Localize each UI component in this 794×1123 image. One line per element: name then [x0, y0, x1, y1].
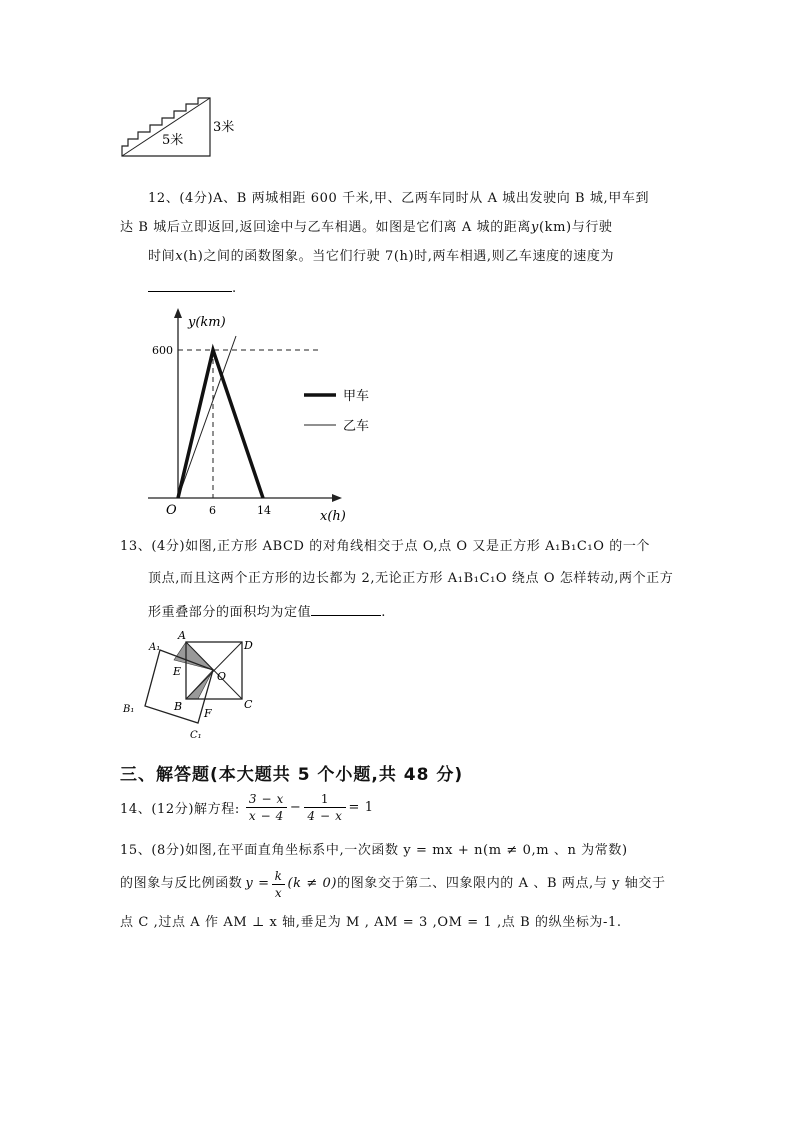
q15-frac-num: k	[272, 868, 286, 885]
q14-frac1-numerator: 3 − x	[246, 791, 287, 808]
stairs-length-label: 5米	[162, 133, 184, 148]
q12-answer-blank[interactable]	[148, 277, 232, 292]
q15-line2-cond: (k ≠ 0)	[287, 876, 338, 891]
q14-frac2-numerator: 1	[304, 791, 345, 808]
rotating-squares-figure	[118, 628, 268, 744]
q13-line1: 13、(4分)如图,正方形 ABCD 的对角线相交于点 O,点 O 又是正方形 A₁B₁C₁O 的一个	[120, 539, 651, 554]
q12-line1: 12、(4分)A、B 两城相距 600 千米,甲、乙两车同时从 A 城出发驶向 B 城,甲车到	[148, 191, 650, 206]
y-axis-label: y(km)	[188, 315, 226, 330]
car-yi-line	[178, 336, 236, 498]
stairs-height-label: 3米	[213, 120, 235, 135]
x-axis-label: x(h)	[320, 509, 346, 524]
q15-line2-y: y =	[245, 876, 270, 891]
q15-line2	[120, 864, 666, 904]
q13-line3	[148, 596, 386, 629]
q12-line3	[148, 240, 614, 273]
distance-time-graph	[140, 306, 390, 530]
label-C: C	[244, 698, 253, 711]
section-3-title: 三、解答题(本大题共 5 个小题,共 48 分)	[120, 765, 464, 785]
q15-line2-b: 的图象交于第二、四象限内的 A 、B 两点,与 y 轴交于	[337, 876, 666, 891]
y-axis-arrow	[174, 308, 182, 318]
q14-fraction-2	[304, 791, 345, 824]
q12-line4	[148, 272, 237, 305]
label-A1: A₁	[149, 642, 161, 653]
q12-line3-b: (h)之间的函数图象。当它们行驶 7(h)时,两车相遇,则乙车速度的速度为	[183, 249, 615, 264]
q12-var-x: x	[175, 249, 184, 264]
q14-frac1-denominator: x − 4	[248, 809, 284, 823]
q12-var-y: y	[531, 220, 539, 235]
q15-line3: 点 C ,过点 A 作 AM ⊥ x 轴,垂足为 M , AM = 3 ,OM = 1 ,点 B 的纵坐标为-1.	[120, 915, 622, 930]
q12-line2-text: 达 B 城后立即返回,返回途中与乙车相遇。如图是它们离 A 城的距离	[120, 220, 532, 235]
q14-frac2-denominator: 4 − x	[307, 809, 343, 823]
q14-equals: = 1	[348, 800, 374, 815]
origin-label: O	[166, 503, 177, 518]
label-F: F	[204, 707, 212, 720]
label-B: B	[174, 700, 183, 713]
q12-line2-end: (km)与行驶	[538, 220, 613, 235]
q13-answer-blank[interactable]	[311, 601, 381, 616]
label-A: A	[178, 629, 186, 642]
q15-line2-a: 的图象与反比例函数	[120, 876, 243, 891]
q12-line3-a: 时间	[148, 249, 176, 264]
stairs-figure	[118, 94, 248, 160]
label-B1: B₁	[123, 704, 135, 715]
q12-line4-end: .	[232, 281, 237, 296]
label-D: D	[244, 639, 253, 652]
x-axis-arrow	[332, 494, 342, 502]
q15-k-over-x	[272, 868, 286, 901]
q15-frac-den: x	[274, 885, 283, 900]
q14-fraction-1	[246, 791, 287, 824]
q14-equation	[120, 791, 374, 824]
label-E: E	[173, 665, 182, 678]
q14-minus: −	[289, 800, 302, 815]
label-O: O	[217, 670, 227, 683]
q15-line1: 15、(8分)如图,在平面直角坐标系中,一次函数 y = mx + n(m ≠ 0,m 、n 为常数)	[120, 843, 628, 858]
y-tick-600: 600	[152, 344, 173, 357]
q13-line3-text: 形重叠部分的面积均为定值	[148, 605, 312, 620]
q13-line3-end: .	[381, 605, 386, 620]
x-tick-6: 6	[209, 504, 216, 517]
q13-line2: 顶点,而且这两个正方形的边长都为 2,无论正方形 A₁B₁C₁O 绕点 O 怎样转动,两个正方	[148, 571, 674, 586]
legend-jia-label: 甲车	[343, 389, 370, 404]
x-tick-14: 14	[257, 504, 271, 517]
label-C1: C₁	[190, 730, 202, 741]
q14-prefix: 14、(12分)解方程:	[120, 802, 240, 817]
legend-yi-label: 乙车	[343, 419, 370, 434]
car-jia-line	[178, 350, 263, 498]
